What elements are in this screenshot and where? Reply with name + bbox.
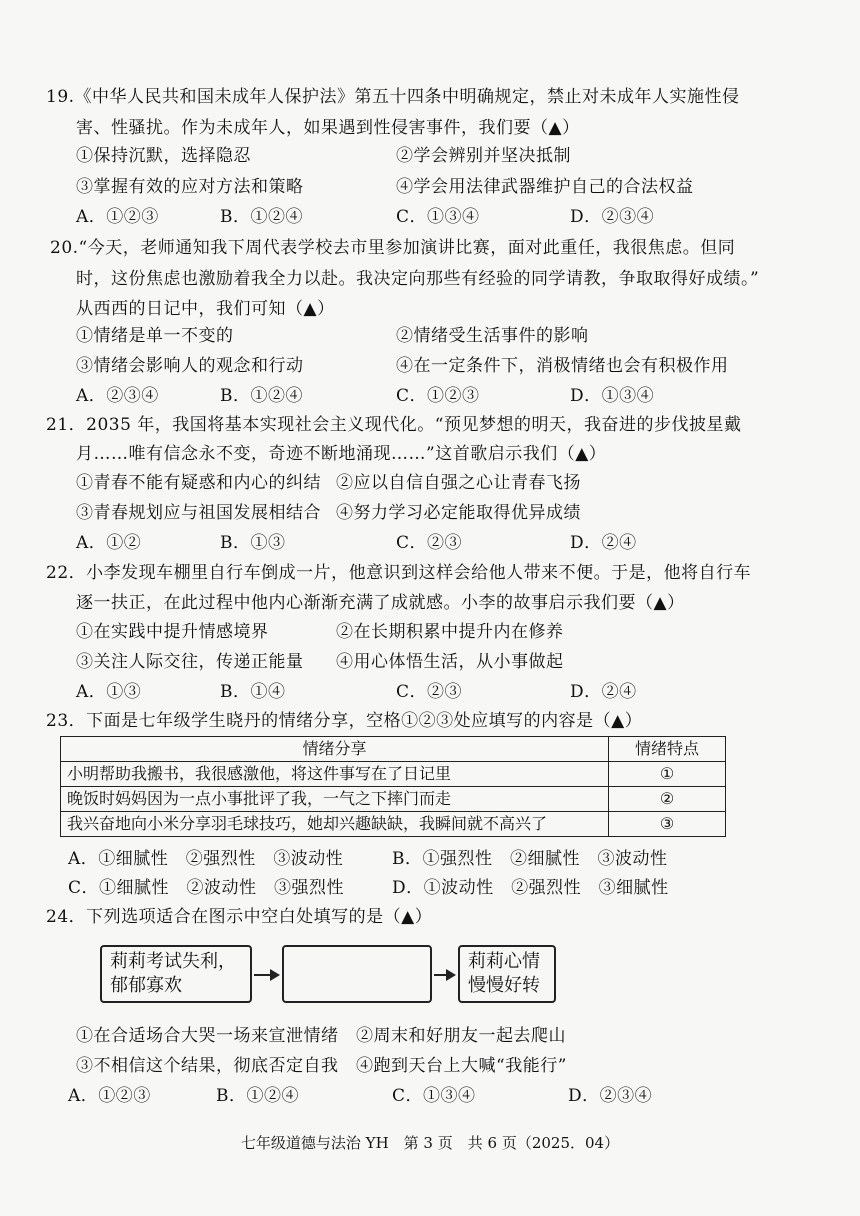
question-24-line-1: 24．下列选项适合在图示中空白处填写的是（▲） (46, 907, 433, 927)
q19-option-2: ②学会辨别并坚决抵制 (396, 146, 571, 166)
table-row (61, 762, 726, 787)
table-header-share: 情绪分享 (61, 737, 609, 762)
q19-answer-b: B．①②④ (220, 207, 303, 227)
arrow-icon (254, 974, 278, 976)
question-19-line-2: 害、性骚扰。作为未成年人，如果遇到性侵害事件，我们要（▲） (76, 118, 580, 138)
q23-answer-c: C．①细腻性 ②波动性 ③强烈性 (68, 878, 345, 898)
q24-option-2: ②周末和好朋友一起去爬山 (356, 1026, 566, 1046)
q22-answer-b: B．①④ (220, 682, 286, 702)
table-header-feature: 情绪特点 (609, 737, 726, 762)
q24-option-4: ④跑到天台上大喊“我能行” (356, 1056, 567, 1076)
table-row (61, 787, 726, 812)
q23-answer-d: D．①波动性 ②强烈性 ③细腻性 (392, 878, 669, 898)
q23-answer-b: B．①强烈性 ②细腻性 ③波动性 (392, 849, 668, 869)
question-21-line-2: 月……唯有信念永不变，奇迹不断地涌现……”这首歌启示我们（▲） (76, 444, 607, 464)
diagram-box-left (100, 945, 252, 1003)
q20-answer-a: A．②③④ (76, 386, 159, 406)
q20-answer-d: D．①③④ (570, 386, 655, 406)
table-cell: 小明帮助我搬书，我很感激他，将这件事写在了日记里 (61, 762, 609, 787)
diagram-left-line-2: 郁郁寡欢 (110, 975, 182, 996)
table-row (61, 812, 726, 837)
diagram-left-line-1: 莉莉考试失利， (110, 951, 236, 972)
page-footer: 七年级道德与法治 YH 第 3 页 共 6 页（2025．04） (240, 1134, 620, 1152)
q19-answer-d: D．②③④ (570, 207, 655, 227)
q19-option-3: ③掌握有效的应对方法和策略 (76, 177, 304, 197)
table-cell: 我兴奋地向小米分享羽毛球技巧，她却兴趣缺缺，我瞬间就不高兴了 (61, 812, 609, 837)
q22-option-1: ①在实践中提升情感境界 (76, 622, 269, 642)
q20-option-2: ②情绪受生活事件的影响 (396, 326, 589, 346)
question-20-line-2: 时，这份焦虑也激励着我全力以赴。我决定向那些有经验的同学请教，争取取得好成绩。” (76, 269, 760, 289)
q23-answer-a: A．①细腻性 ②强烈性 ③波动性 (68, 849, 344, 869)
q24-answer-a: A．①②③ (68, 1086, 151, 1106)
q22-option-3: ③关注人际交往，传递正能量 (76, 652, 304, 672)
q21-option-3: ③青春规划应与祖国发展相结合 (76, 503, 321, 523)
q21-answer-a: A．①② (76, 533, 142, 553)
q24-option-1: ①在合适场合大哭一场来宣泄情绪 (76, 1026, 339, 1046)
question-23-line-1: 23．下面是七年级学生晓丹的情绪分享，空格①②③处应填写的内容是（▲） (46, 711, 643, 731)
q19-option-1: ①保持沉默，选择隐忍 (76, 146, 251, 166)
q21-option-4: ④努力学习必定能取得优异成绩 (336, 503, 581, 523)
q24-answer-c: C．①③④ (392, 1086, 476, 1106)
q22-answer-c: C．②③ (396, 682, 463, 702)
question-19-line-1: 19.《中华人民共和国未成年人保护法》第五十四条中明确规定，禁止对未成年人实施性侵 (46, 87, 740, 107)
q20-option-1: ①情绪是单一不变的 (76, 326, 234, 346)
question-20-line-1: 20.“今天，老师通知我下周代表学校去市里参加演讲比赛，面对此重任，我很焦虑。但同 (50, 238, 736, 258)
q20-option-4: ④在一定条件下，消极情绪也会有积极作用 (396, 356, 729, 376)
q21-option-1: ①青春不能有疑惑和内心的纠结 (76, 473, 321, 493)
question-22-line-1-text: 22．小李发现车棚里自行车倒成一片，他意识到这样会给他人带来不便。于是，他将自行车 (46, 563, 752, 583)
table-cell: ② (609, 787, 726, 812)
q22-option-4: ④用心体悟生活，从小事做起 (336, 652, 564, 672)
question-22-line-2: 逐一扶正，在此过程中他内心渐渐充满了成就感。小李的故事启示我们要（▲） (76, 593, 685, 613)
arrow-icon (434, 974, 454, 976)
emotion-table (60, 736, 726, 837)
q20-answer-b: B．①②④ (220, 386, 303, 406)
q20-answer-c: C．①②③ (396, 386, 480, 406)
diagram-box-blank (282, 945, 432, 1003)
diagram-right-line-2: 慢慢好转 (468, 975, 540, 996)
q21-option-2: ②应以自信自强之心让青春飞扬 (336, 473, 581, 493)
q22-answer-a: A．①③ (76, 682, 142, 702)
q20-option-3: ③情绪会影响人的观念和行动 (76, 356, 304, 376)
question-21-line-1: 21．2035 年，我国将基本实现社会主义现代化。“预见梦想的明天，我奋进的步伐披星戴 (46, 415, 742, 435)
diagram-right-line-1: 莉莉心情 (468, 951, 540, 972)
q24-answer-d: D．②③④ (568, 1086, 653, 1106)
q22-option-2: ②在长期积累中提升内在修养 (336, 622, 564, 642)
q21-answer-c: C．②③ (396, 533, 463, 553)
q24-answer-b: B．①②④ (216, 1086, 299, 1106)
table-cell: ③ (609, 812, 726, 837)
q24-option-3: ③不相信这个结果，彻底否定自我 (76, 1056, 339, 1076)
q21-answer-b: B．①③ (220, 533, 286, 553)
table-cell: ① (609, 762, 726, 787)
table-header-row (61, 737, 726, 762)
question-20-line-3: 从西西的日记中，我们可知（▲） (76, 299, 335, 319)
table-cell: 晚饭时妈妈因为一点小事批评了我，一气之下摔门而走 (61, 787, 609, 812)
q22-answer-d: D．②④ (570, 682, 637, 702)
q19-answer-a: A．①②③ (76, 207, 159, 227)
diagram-box-right (458, 945, 556, 1003)
q19-option-4: ④学会用法律武器维护自己的合法权益 (396, 177, 694, 197)
q21-answer-d: D．②④ (570, 533, 637, 553)
q19-answer-c: C．①③④ (396, 207, 480, 227)
